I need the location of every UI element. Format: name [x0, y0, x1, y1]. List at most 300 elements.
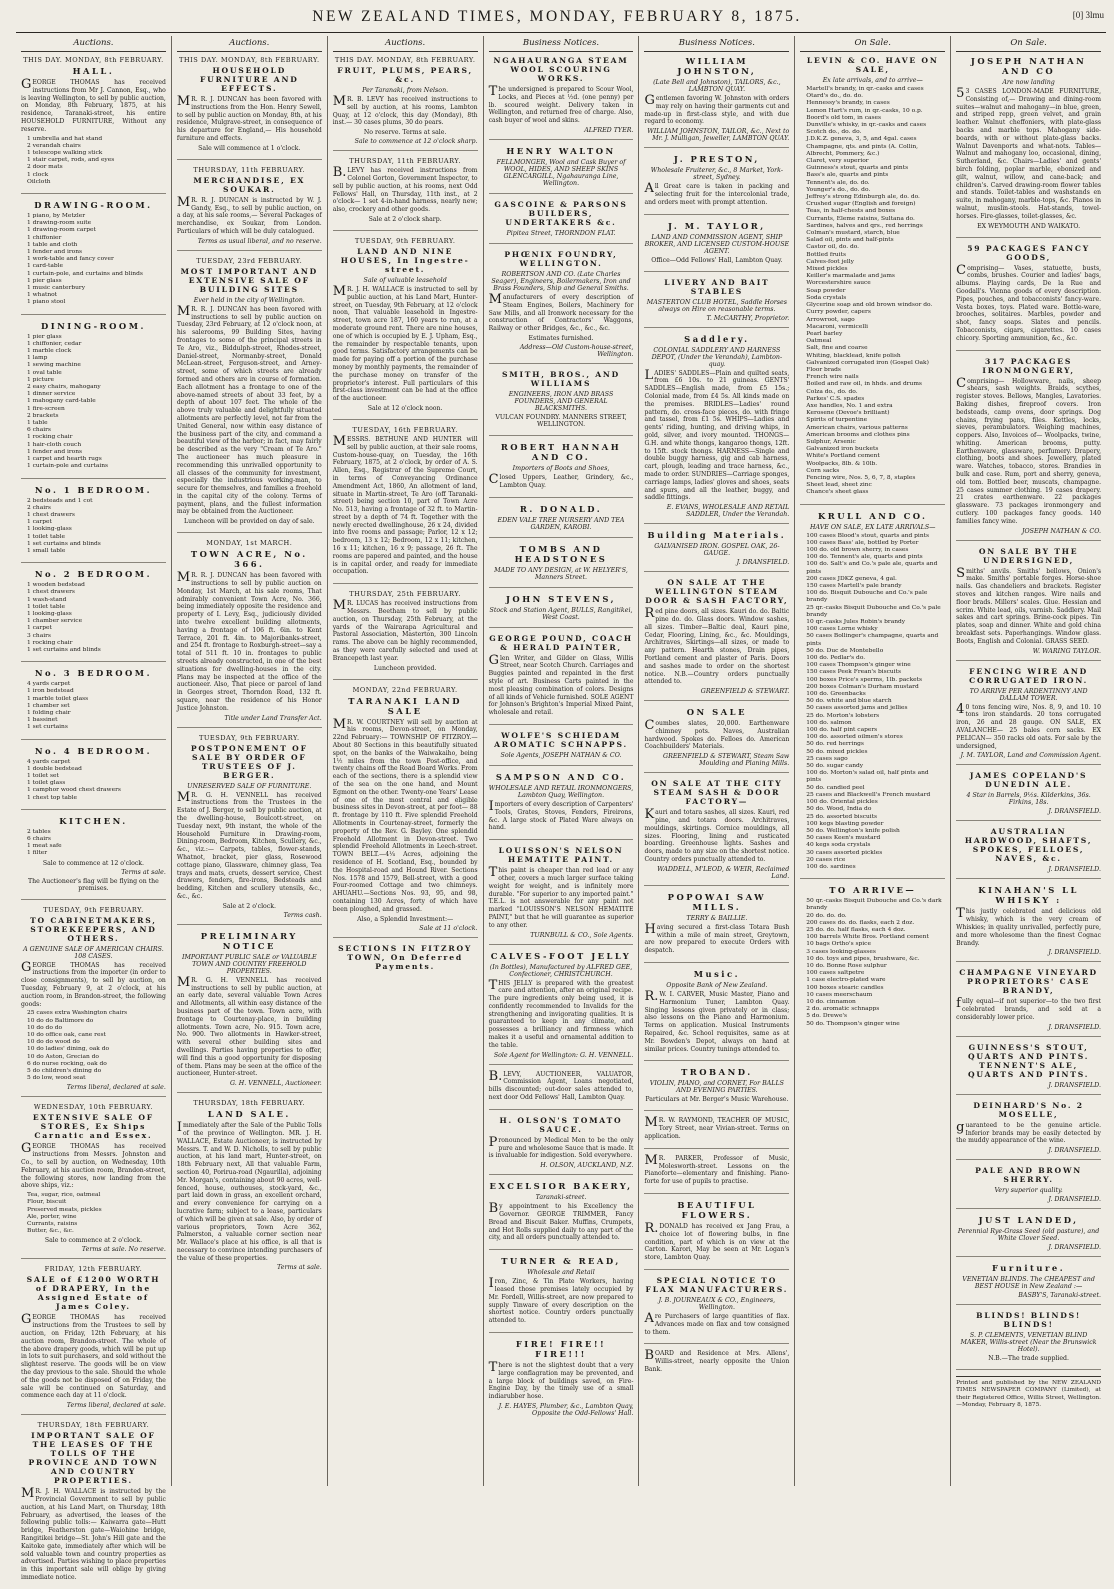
ad-heading: KITCHEN.	[59, 815, 128, 826]
ad-body: MR. G. H. VENNELL has received instructions to sell by public auction, at an early date, several valuable Town Acres and Allotments, all within easy distance of the business part of the town. Town acre, with frontage to Courtenay-place, in building allotments. Town acre, No. 915. Town acre, No. 900. Two allotments in Hawker-street, with several other building sites and dwellings. Parties having properties to offer, will find this a good opportunity for disposing of them. Plans may be seen at the office of the auctioneer, Hunter-street.	[176, 974, 322, 1078]
list-item: 10 do Aston, Grecian do	[27, 1053, 99, 1060]
column-heading: Business Notices.	[489, 36, 634, 52]
list-item: 10 do ladies' dining, oak do	[27, 1046, 110, 1053]
ad-heading: JUST LANDED,	[978, 1215, 1079, 1226]
ad-note: Estimates furnished.	[528, 334, 594, 342]
advertisement	[177, 257, 322, 534]
ad-subheading: Sole Agents, JOSEPH NATHAN & CO.	[500, 751, 622, 759]
ad-heading: J. PRESTON,	[673, 154, 760, 165]
list-item: Floor brads	[806, 366, 841, 373]
list-item: Tennent's ale, do. do.	[806, 179, 870, 186]
list-item: 1 piano, by Metzler	[27, 213, 86, 219]
advertisement	[21, 485, 166, 564]
advertisement	[489, 1256, 634, 1333]
list-item: 30 cases assorted pickles	[806, 849, 883, 856]
list-item: Worcestershire sauce	[806, 280, 871, 287]
ad-heading: PHŒNIX FOUNDRY, WELLINGTON.	[504, 249, 618, 268]
list-item: 25 do. Morton's lobsters	[806, 712, 880, 719]
advertisement	[489, 200, 634, 244]
ad-subheading: Very superior quality.	[994, 1187, 1063, 1195]
list-item: American chairs, various patterns	[806, 424, 908, 431]
advertisement	[489, 951, 634, 1065]
ad-heading: MERCHANDISE, EX SOUKAR.	[193, 175, 306, 194]
ad-heading: No. 2 BEDROOM.	[34, 569, 152, 580]
list-item: Colman's mustard, starch, blue	[806, 230, 900, 237]
list-item: 100 boxes Price's sperms, 1lb. packets	[806, 676, 923, 683]
advertisement	[177, 539, 322, 727]
ad-heading: GASCOINE & PARSONS BUILDERS, UNDERTAKERS &c.	[494, 199, 628, 227]
ad-signature: Terms liberal, declared at sale.	[66, 1402, 166, 1410]
list-item: Sheet lead, sheet zinc	[806, 482, 872, 489]
list-item: 10 do office oak, cane rest	[27, 1032, 106, 1038]
list-item: 1 set curtains and blinds	[27, 540, 101, 547]
list-item: Ale, porter, wine	[27, 1213, 77, 1220]
list-item: 2 bedsteads and 1 cot	[27, 497, 93, 504]
advertisement	[956, 667, 1101, 766]
ad-note: Office—Odd Fellows' Hall, Lambton Quay.	[651, 256, 783, 264]
ad-date: THIS DAY. MONDAY, 8th FEBRUARY.	[23, 56, 164, 64]
ad-body: Comprising— Vases, statuette, busts, combs, brushes. Courier and ladies' bags, albums. Playing cards, De la Rue and Goodall's. Vienna goods of every description. Pipes, pouches, and tobacconists' fancy-ware. Vesta boxes, toys. Plated ware. Bottle-ware, brooches, solitaires. Marbles, powder and shot, fancy soaps. Slates and pencils. Tobacconists, cigars, cigarettes. 10 cases chicory. Sporting ammunition, &c., &c.	[956, 262, 1102, 342]
list-item: 100 cases Blood's stout, quarts and pints	[806, 532, 930, 539]
list-item: Salad oil, pints and half-pints	[806, 237, 894, 244]
advertisement	[644, 892, 789, 963]
ad-signature: Terms at sale.	[277, 1264, 322, 1272]
ad-subheading: UNRESERVED SALE OF FURNITURE.	[187, 782, 312, 790]
advertisement	[489, 250, 634, 364]
list-item: 1 chiffonier, cedar	[27, 340, 82, 347]
ad-heading: FRUIT, PLUMS, PEARS, &c.	[337, 66, 473, 84]
list-item: 2 tables	[27, 828, 51, 835]
ad-signature: WILLIAM JOHNSTON, TAILOR, &c., Next to Mr. J. Mulligan, Jeweller, LAMBTON QUAY.	[647, 128, 790, 143]
ad-subheading: Wholesale Fruiterer, &c., 8 Market, York-street, Sydney.	[650, 167, 783, 182]
ad-body: Comprising— Hollowware, nails, sheep shears, sash weights. Braids, scythes, register stoves. Bellows, Mangles, Lavatories. Baking dishes, fireproof covers. Iron bedsteads, camp ovens, door springs. Dog chains, frying pans, files. Kettles, locks, sieves, perambulators. Weighing machines, coppers. Also, Invoices of— Woolpacks, twine, whiting. American brooms, putty. Earthenware, glassware, perfumery. Drapery, clothing, boots and shoes. Jewellery, plated ware. Watches, tobacco, stores. Brandies in bulk and case. Rum, port and sherry, geneva, old tom. Bottled beer, muscats, champagne. 25 cases summer clothing. 19 cases drapery. 21 crates earthenware. 22 packages glassware. 73 packages ironmongery and cutlery. 100 packages fancy goods. 140 families fancy wine.	[956, 375, 1102, 525]
list-item: Axe handles, No. 1 and extra	[806, 402, 893, 409]
item-list	[27, 213, 166, 307]
list-item: 40 kegs soda crystals	[806, 842, 871, 849]
list-item: 50 do. white and blue starch	[806, 698, 892, 705]
list-item: Tea, sugar, rice, oatmeal	[27, 1192, 101, 1199]
ad-heading: ON SALE AT THE WELLINGTON STEAM DOOR & SASH FACTORY,	[645, 578, 789, 606]
list-item: 1 sewing machine	[27, 362, 81, 369]
ad-body: There is not the slightest doubt that a very large conflagration may be prevented, and a large block of buildings saved, on Fire-Engine Day, by the timely use of a small indiarubber hose.	[488, 1360, 634, 1401]
ad-signature: J. DRANSFIELD.	[736, 559, 790, 567]
ad-heading: CALVES-FOOT JELLY	[490, 950, 632, 961]
ad-subheading: IMPORTANT PUBLIC SALE or VALUABLE TOWN AND COUNTRY FREEHOLD PROPERTIES.	[181, 953, 317, 975]
list-item: 25 do. assorted biscuits	[806, 813, 878, 820]
advertisement	[488, 1068, 634, 1110]
ad-signature: J. DRANSFIELD.	[1048, 1023, 1102, 1031]
advertisement	[644, 779, 789, 886]
list-item: French wire nails	[806, 374, 859, 381]
list-item: Curry powder, capers	[806, 309, 871, 316]
ad-body: All Great care is taken in packing and selecting fruit for the intercolonial trade, and orders meet with prompt attention.	[644, 181, 790, 206]
ad-subheading: ENGINEERS, IRON AND BRASS FOUNDERS, AND GENERAL BLACKSMITHS.	[508, 390, 614, 412]
ad-subheading: J. B. JOURNEAUX & CO., Engineers, Wellington.	[658, 1296, 776, 1311]
list-item: 1 dinner service	[27, 391, 76, 398]
list-item: 25 cases extra Washington chairs	[27, 1010, 128, 1017]
list-item: 5 do children's dining do	[27, 1068, 102, 1075]
ad-signature: J. E. HAYES, Plumber, &c., Lambton Quay, Opposite the Odd-Fellows' Hall.	[498, 1403, 634, 1417]
list-item: 200 cases do. do. flasks, each 2 doz.	[806, 919, 915, 926]
list-item: 10 do do Baltimore do	[27, 1017, 94, 1024]
list-item: 100 do. Morton's salad oil, half pints and pints	[806, 770, 929, 784]
advertisement	[956, 1263, 1101, 1305]
ad-body: BOARD and Residence at Mrs. Allens', Willis-street, nearly opposite the Union Bank.	[644, 1348, 790, 1373]
advertisement	[956, 771, 1101, 821]
ad-signature: WADDELL, M'LEOD, & WEIR, Reclaimed Land.	[657, 865, 790, 880]
list-item: 1 filter	[27, 850, 48, 857]
ad-date: THURSDAY, 18th FEBRUARY.	[193, 1099, 306, 1108]
ad-subheading: VENETIAN BLINDS. The CHEAPEST and BEST HOUSE in New Zealand :—	[962, 1276, 1095, 1291]
ad-heading: ROBERT HANNAH AND CO.	[500, 441, 622, 462]
ad-signature: E. EVANS, WHOLESALE AND RETAIL SADDLER, Under the Verandah.	[666, 504, 790, 519]
ad-date: TUESDAY, 9th FEBRUARY.	[198, 733, 300, 742]
advertisement	[644, 1067, 789, 1111]
list-item: 50 do. candied peel	[806, 784, 865, 791]
list-item: 10 qr.-casks Jules Robin's brandy	[806, 619, 906, 626]
advertisement	[956, 1043, 1101, 1095]
ad-body: GEORGE THOMAS has received instructions from the importer (in order to close consignments), to sell by auction, on Tuesday, February 9, at 2 o'clock, at his auction room, in Brandon-street, the following goods:	[21, 959, 166, 1008]
list-item: Butter, &c., &c.	[27, 1228, 74, 1235]
list-item: Whiting, blacklead, knife polish	[806, 352, 901, 359]
ad-subheading: VIOLIN, PIANO, and CORNET, For BALLS AND EVENING PARTIES.	[649, 1080, 784, 1095]
list-item: Glycerine soap and old brown windsor do.	[806, 302, 933, 309]
list-item: 10 bags Ortho's spice	[806, 941, 871, 948]
ad-subheading: GALVANISED IRON. GOSPEL OAK, 26-GAUGE.	[654, 543, 780, 558]
ad-subheading: LAND AND COMMISSION AGENT, SHIP BROKER, AND LICENSED CUSTOM-HOUSE AGENT.	[644, 233, 790, 255]
list-item: 1 double bedstead	[27, 765, 82, 772]
ad-heading: R. DONALD.	[519, 503, 603, 514]
list-item: 2 chairs	[27, 504, 51, 511]
item-list	[27, 1192, 166, 1235]
ad-signature: J. M. TAYLOR, Land and Commission Agent.	[960, 752, 1102, 760]
list-item: 1 camphor wood chest drawers	[27, 787, 121, 794]
ad-date: THURSDAY, 18th FEBRUARY.	[37, 1421, 150, 1430]
list-item: Woolpacks, 8lb. & 10lb.	[806, 460, 878, 467]
list-item: Crushed sugar (English and foreign)	[806, 201, 916, 208]
list-item: Salt, fine and coarse	[806, 345, 868, 352]
list-item: Currants, raisins	[27, 1221, 78, 1228]
list-item: 100 cases Bass' ale, bottled by Porter	[806, 539, 919, 546]
advertisement	[956, 1101, 1101, 1160]
ad-subheading: MADE TO ANY DESIGN, at W. HELYER'S, Manners Street.	[494, 566, 628, 581]
advertisement	[956, 56, 1101, 238]
ad-signature: Terms liberal, declared at sale.	[66, 1084, 166, 1092]
ad-heading: TROBAND.	[681, 1067, 753, 1078]
list-item: Boiled and raw oil, in hhds. and drums	[806, 381, 922, 388]
ad-heading: No. 1 BEDROOM.	[34, 484, 152, 495]
ad-date: MONDAY, 22nd FEBRUARY.	[352, 685, 458, 694]
list-item: Galvanized corrugated iron (Gospel Oak)	[806, 359, 929, 366]
ad-subheading: S. P. CLEMENTS, VENETIAN BLIND MAKER, Willis-street (Near the Brunswick Hotel).	[960, 1332, 1097, 1354]
advertisement	[644, 969, 789, 1061]
list-item: 1 work-table and fancy cover	[27, 256, 114, 263]
ad-body: Kauri and totara sashes, all sizes. Kauri, red pine, and totara doors. Architraves, mouldings, skirtings. Cornice mouldings, all sizes. Flooring, lining and rusticated boarding. Greenhouse lights. Sashes and doors, made to any size on the shortest notice. Country orders punctually attended to.	[644, 807, 790, 864]
advertisement	[21, 56, 166, 194]
list-item: 50 do. Duc de Montebello	[806, 647, 884, 654]
ad-signature: Title under Land Transfer Act.	[224, 714, 322, 722]
list-item: 50 do. Wellington's knife polish	[806, 827, 900, 834]
ad-date: THURSDAY, 25th FEBRUARY.	[349, 590, 461, 599]
ad-subheading: (Late Bell and Johnston), TAILORS, &c., LAMBTON QUAY.	[653, 79, 781, 93]
ad-heading: CHAMPAGNE VINEYARD PROPRIETORS' CASE BRANDY,	[959, 968, 1098, 996]
ad-heading: KINAHAN'S LL WHISKY :	[978, 885, 1079, 906]
ad-body: THIS JELLY is prepared with the greatest care and attention, after an original recipe. The pure ingredients only being used, it is confidently recommended to Invalids for the strengthening and invigorating qualities. It is guaranteed to keep in any climate, and possesses a brilliancy and firmness which makes it a useful and ornamental addition to the table.	[488, 977, 634, 1049]
ad-heading: ON SALE	[686, 707, 747, 718]
ad-signature: Sole Agent for Wellington: G. H. VENNELL.	[493, 1051, 634, 1059]
advertisement	[956, 1311, 1101, 1370]
ad-body: Glen Writer, and Gilder on Glass, Willis Street, near Scotch Church. Carriages and Buggies painted and repainted in the first style of art. Business Carts painted in the most pleasing combination of colors. Designs of all kinds of Vehicle furnished. SOLE AGENT for Johnson's Brighton's Imperial Mixed Paint, wholesale and retail.	[488, 652, 634, 717]
ad-signature: Terms at sale.	[121, 868, 166, 876]
advertisement	[489, 846, 634, 944]
ad-date: THURSDAY, 11th FEBRUARY.	[349, 157, 461, 166]
ad-note: Sale to commence at 2 o'clock.	[44, 1237, 143, 1245]
list-item: 1 card-table	[27, 263, 64, 270]
ad-heading: TURNER & READ,	[501, 1256, 621, 1267]
ad-note: Sale at 2 o'clock sharp.	[368, 215, 442, 223]
ad-heading: No. 3 BEDROOM.	[34, 668, 152, 679]
ad-subheading: MASTERTON CLUB HOTEL, Saddle Horses always on Hire on reasonable terms.	[646, 298, 787, 313]
list-item: Fencing wire, Nos. 5, 6, 7, 8, staples	[806, 474, 916, 481]
ad-body: MR. W. RAYMOND, TEACHER OF MUSIC, Tory Street, near Vivian-street. Terms on application.	[644, 1115, 790, 1141]
ad-subheading: COLONIAL SADDLERY AND HARNESS DEPOT, (Under the Verandah), Lambton-quay.	[651, 346, 783, 368]
list-item: 20 do. do. do.	[806, 912, 847, 919]
advertisement	[489, 772, 634, 840]
ad-heading: WILLIAM JOHNSTON,	[677, 56, 757, 76]
list-item: 1 piano stool	[27, 299, 66, 306]
list-item: Sardines, halves and qrs., red herrings	[806, 222, 923, 229]
ad-body: GEORGE THOMAS has received instructions from Mr J. Cannon, Esq., who is leaving Wellington, to sell by public auction, on Monday, 8th February, 1875, at his residence, Taranaki-street, his entire HOUSEHOLD FURNITURE, Without any reserve.	[21, 77, 166, 133]
ad-signature: Address—Old Custom-house-street, Wellington.	[519, 343, 634, 358]
ad-heading: GUINNESS'S STOUT, QUARTS AND PINTS. TENNENT'S ALE, QUARTS AND PINTS.	[967, 1042, 1090, 1079]
item-list	[27, 1010, 166, 1082]
ad-note: Sale at 2 o'clock.	[222, 902, 276, 910]
list-item: Corn sacks	[806, 467, 840, 474]
advertisement	[333, 426, 478, 584]
item-list	[27, 334, 166, 471]
list-item: 10 cases meerschaum	[806, 991, 873, 998]
ad-body: R.W. I. CARVER, Music Master, Piano and Harmonium Tuner, Lambton Quay. Singing lessons given privately or in class; also lessons on the Piano and Harmonium. Terms on application. Musical Instruments Repaired, &c. School requisites, same as at Mr. Bowden's Depot, always on hand at similar prices. Country tunings attended to.	[644, 989, 790, 1053]
ad-note: Particulars at Mr. Berger's Music Warehouse.	[645, 1096, 789, 1104]
list-item: Galvanized iron buckets	[806, 446, 879, 453]
list-item: 1 pier glass	[27, 277, 62, 284]
ad-body: B.LEVY has received instructions from Colonel Gorton, Government Inspector, to sell by public auction, at his rooms, next Odd Fellows' Hall, on Thursday, 11th inst., at 2 o'clock— 1 set 4-in-hand harness, nearly new; also, crockery and other goods.	[332, 165, 478, 214]
ad-footnote: The Auctioneer's flag will be flying on the premises.	[28, 877, 159, 892]
ad-subheading: EDEN VALE TREE NURSERY AND TEA GARDEN, KAROBI.	[497, 516, 625, 531]
ad-date: TUESDAY, 16th FEBRUARY.	[352, 425, 458, 434]
advertisement	[644, 334, 789, 525]
list-item: 1 bassinet	[27, 717, 58, 724]
ad-note: Luncheon provided.	[373, 664, 437, 672]
ad-heading: MOST IMPORTANT AND EXTENSIVE SALE OF BUILDING SITES	[180, 266, 319, 294]
ad-heading: Music.	[693, 969, 740, 980]
list-item: Bass's ale, quarts and pints	[806, 172, 889, 179]
ad-signature: Sale to commence at 12 o'clock sharp.	[354, 138, 478, 146]
list-item: Martell's brandy, in qr.-casks and cases	[806, 86, 924, 92]
list-item: 100 do. Oriental pickles	[806, 799, 878, 806]
ad-note: Luncheon will be provided on day of sale.	[184, 518, 315, 526]
ad-heading: SMITH, BROS., AND WILLIAMS	[501, 369, 621, 388]
column-3	[328, 36, 484, 1486]
list-item: 1 carpet and hearth rugs	[27, 456, 102, 463]
ad-subheading: Perennial Rye-Grass Seed (old pasture), and White Clover Seed.	[957, 1228, 1100, 1243]
list-item: 1 curtain-pole, and curtains and blinds	[27, 270, 143, 277]
ad-body: Coumbes slates, 20,000. Earthenware chimney pots. Naves, Australian hardwood. Spokes do. Felloes do. American Coachbuilders' Materials.	[644, 718, 790, 751]
ad-subheading: Per Taranaki, from Nelson.	[362, 87, 449, 94]
ad-subheading: TO ARRIVE PER ARDENTINNY AND DALLAM TOWER.	[969, 687, 1088, 702]
list-item: 1 rocking chair	[27, 434, 73, 441]
advertisement	[177, 166, 322, 251]
ad-heading: KRULL AND CO.	[818, 510, 928, 521]
ad-signature: GREENFIELD & STEWART.	[700, 688, 790, 696]
ad-body: Iron, Zinc, & Tin Plate Workers, having leased those premises lately occupied by Mr. Fordell, Willis-street, are now prepared to supply Tinware of every description on the shortest notice. Country orders punctually attended to.	[488, 1276, 634, 1325]
advertisement	[956, 885, 1101, 962]
ad-date: TUESDAY, 9th FEBRUARY.	[354, 236, 456, 245]
list-item: 1 drawing-room suite	[27, 220, 92, 227]
ad-heading: PRELIMINARY NOTICE	[200, 930, 298, 951]
ad-subheading: HAVE ON SALE, EX LATE ARRIVALS—	[810, 523, 936, 531]
list-item: Otard's do., do. do.	[806, 93, 863, 100]
list-item: Mixed pickles	[806, 266, 848, 273]
ad-body: Having secured a first-class Totara Bush within a mile of main street, Greytown, are now prepared to execute Orders with despatch.	[644, 921, 790, 955]
column-heading: Auctions.	[333, 36, 478, 52]
item-list	[27, 582, 166, 654]
list-item: Oatmeal	[806, 338, 832, 345]
ad-body: MR. R. J. DUNCAN is instructed by W. J. Gandy, Esq., to sell by public auction, on a day, at his sale rooms,— Several Packages of merchandise, ex Soukar, from London. Particulars of which will be duly catalogued.	[176, 194, 322, 235]
advertisement	[956, 827, 1101, 879]
ad-subheading: Wholesale and Retail	[527, 1269, 595, 1277]
ad-heading: BEAUTIFUL FLOWERS.	[677, 1200, 757, 1220]
ad-body: Gentlemen favoring W. Johnston with orders may rely on having their garments cut and made-up in first-class style, and with due regard to economy.	[644, 93, 790, 126]
ad-heading: Saddlery.	[684, 333, 750, 344]
list-item: 10 do do do	[27, 1024, 63, 1031]
list-item: 1 clock	[27, 171, 49, 178]
list-item: 20 cases rice	[806, 856, 846, 863]
list-item: Castor oil, do. do.	[806, 244, 860, 251]
list-item: 1 carpet	[27, 519, 52, 526]
ad-heading: LAND AND NINE HOUSES, In Ingestre-street.	[340, 246, 470, 274]
ad-heading: Building Materials.	[647, 530, 787, 541]
ad-body: The undersigned is prepared to Scour Wool, Locks, and Pieces at ½d. (one penny) per lb. scoured weight. Delivery taken in Wellington, and returned free of charge. Also, cash buyer of wool and skins.	[488, 84, 634, 125]
list-item: 1 rocking chair	[27, 639, 73, 646]
ad-heading: DINING-ROOM.	[40, 320, 146, 331]
list-item: 1 toilet set	[27, 772, 59, 779]
ad-body: MR. PARKER, Professor of Music, Molesworth-street. Lessons on the Pianoforte—elementary and finishing. Piano-forte for use of pupils to practise.	[644, 1152, 790, 1186]
list-item: 1 toilet table	[27, 603, 66, 610]
ad-heading: LEVIN & CO. HAVE ON SALE,	[806, 56, 939, 74]
ad-heading: LOUISSON'S NELSON HEMATITE PAINT.	[498, 846, 624, 865]
list-item: 1 meat safe	[27, 843, 62, 850]
ad-subheading: Opposite Bank of New Zealand.	[666, 982, 768, 990]
advertisement	[956, 1215, 1101, 1257]
masthead-title: NEW ZEALAND TIMES, MONDAY, FEBRUARY 8, 1875.	[312, 8, 802, 25]
ad-body: B.LEVY, AUCTIONEER, VALUATOR, Commission Agent, Loans negotiated, bills discounted; out-door sales attended to, next door Odd Fellows' Hall, Lambton Quay.	[488, 1068, 634, 1102]
ad-body: LADIES' SADDLES—Plain and quilted seats, from £6 10s. to 21 guineas. GENTS' SADDLES—English made, from £5 15s.; Colonial made, from £4 5s. All kinds made on the premises. BRIDLES—Ladies' round pattern, do. cross-face pieces, do. with fringe and tassel, from £1 5s. WHIPS—Ladies and gents' riding, hunting, and driving whips, in gold, silver, and ivory mounted. THONGS—G.H. and white thongs, kangaroo thongs, 12ft. to 15ft. stock thongs. HARNESS—Single and double buggy harness, gig and cab harness, cart, plough, leading and trace harness, &c., made to order. SUNDRIES—Carriage sponges, carriage lamps, ladies' gloves and shoes, seats and spurs, and all the leather, buggy, and saddle fittings.	[644, 367, 790, 502]
advertisement	[333, 237, 478, 420]
ad-heading: HENRY WALTON	[506, 145, 616, 156]
list-item: 100 do. Pedlar's do.	[806, 655, 866, 662]
column-heading: Business Notices.	[644, 36, 789, 52]
advertisement	[956, 547, 1101, 661]
advertisement	[489, 544, 634, 588]
list-item: Jeffrey's strong Edinburgh ale, do. do.	[806, 194, 920, 201]
list-item: Claret, very superior	[806, 158, 869, 165]
advertisement	[644, 707, 789, 773]
ad-heading: SPECIAL NOTICE TO FLAX MANUFACTURERS.	[645, 1275, 789, 1294]
ad-signature: Sale at 11 o'clock.	[419, 924, 478, 932]
ad-body: guaranteed to be the genuine article. Inferior brands may be easily detected by the muddy appearance of the wine.	[956, 1119, 1102, 1145]
list-item: 100 do. Bisquit Dubouche and Co.'s pale brandy	[806, 590, 928, 604]
list-item: Keiller's marmalade and jams	[806, 273, 895, 280]
ad-subheading: Are now landing	[1002, 79, 1055, 86]
list-item: Teas, in half-chests and boxes	[806, 208, 896, 215]
ad-heading: Furniture.	[991, 1263, 1066, 1274]
ad-heading: TARANAKI LAND SALE	[348, 695, 463, 716]
list-item: 6 chairs	[27, 836, 51, 842]
ad-signature: G. H. VENNELL, Auctioneer.	[229, 1080, 322, 1088]
advertisement	[333, 590, 478, 679]
list-item: 50 cases Keen's mustard	[806, 835, 881, 842]
list-item: Oilcloth	[27, 178, 51, 185]
ad-signature: J. DRANSFIELD.	[1048, 808, 1102, 816]
list-item: Hennessy's brandy, in cases	[806, 100, 890, 107]
item-list	[806, 86, 945, 497]
list-item: 1 hair-cloth couch	[27, 441, 82, 448]
advertisement	[644, 1350, 789, 1380]
item-list	[27, 498, 166, 556]
list-item: 100 do. half pint capers	[806, 727, 878, 734]
list-item: 1 oval table	[27, 369, 62, 376]
ad-signature: TURNBULL & CO., Sole Agents.	[530, 931, 634, 939]
list-item: 3 cases looking-glasses	[806, 948, 876, 955]
ad-subheading: Pipitea Street, THORNDON FLAT.	[506, 229, 616, 237]
advertisement	[21, 816, 166, 900]
ad-heading: IMPORTANT SALE OF THE LEASES OF THE TOLLS OF THE PROVINCE AND TOWN AND COUNTRY PROPERTIES.	[28, 1431, 159, 1486]
list-item: 100 do. Salt's and Co.'s pale ale, quarts and pints	[806, 561, 938, 575]
ad-heading: J. M. TAYLOR,	[668, 220, 766, 231]
list-item: 2 do. aromatic schnapps	[806, 1006, 880, 1013]
list-item: 1 chiffonier	[27, 234, 62, 241]
list-item: Champagne, qts. and pints (A. Collin, Albrecht, Pommery, &c.)	[806, 143, 919, 157]
list-item: 50 do. sugar candy	[806, 763, 864, 770]
list-item: Boord's old tom, in cases	[806, 114, 882, 121]
ad-note: Also, a Splendid Investment:—	[357, 915, 454, 923]
list-item: 2 door mats	[27, 164, 63, 171]
list-item: 5 do low, wood seat	[27, 1075, 86, 1082]
list-item: 50 do. Wood, India do	[806, 806, 872, 813]
ad-date: THIS DAY. MONDAY, 8th FEBRUARY.	[334, 56, 476, 64]
list-item: 100 boxes stearic candles	[806, 984, 884, 991]
advertisement	[177, 56, 322, 160]
list-item: 6 do nurse rocking, oak do	[27, 1060, 107, 1067]
ad-subheading: Sale of valuable leasehold	[363, 276, 447, 284]
list-item: 1 pier glass	[27, 333, 62, 340]
advertisement	[21, 746, 166, 810]
advertisement	[800, 885, 945, 1035]
list-item: 1 toilet table	[27, 533, 66, 540]
ad-subheading: A GENUINE SALE OF AMERICAN CHAIRS. 108 CASES.	[23, 945, 164, 960]
ad-subheading: Importers of Boots and Shoes,	[512, 464, 610, 472]
ad-date: THURSDAY, 11th FEBRUARY.	[193, 165, 306, 174]
advertisement	[489, 370, 634, 436]
ad-signature: J. DRANSFIELD.	[1048, 949, 1102, 957]
masthead	[0, 8, 1114, 34]
ad-heading: ON SALE AT THE CITY STEAM SASH & DOOR FACTORY—	[651, 779, 783, 807]
list-item: 100 do. sardines	[806, 863, 856, 870]
list-item: 2 verandah chairs	[27, 142, 81, 149]
list-item: 1 mahogany card-table	[27, 398, 96, 405]
list-item: 100 barrels White Bros. Portland cement	[806, 934, 929, 941]
